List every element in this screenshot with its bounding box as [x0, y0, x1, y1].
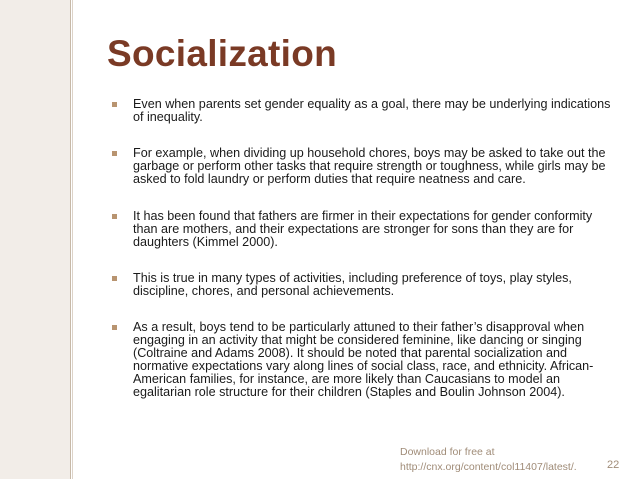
footer-line-1: Download for free at [400, 446, 495, 458]
square-bullet-icon [112, 325, 117, 330]
bullet-text: This is true in many types of activities, including preference of toys, play styles, discipline, chores, and personal achievements. [133, 271, 572, 298]
bullet-item [112, 321, 617, 399]
slide-title: Socialization [107, 33, 338, 74]
footer-download-link[interactable] [400, 445, 577, 475]
square-bullet-icon [112, 276, 117, 281]
bullet-item [112, 210, 617, 249]
slide-number: 22 [607, 459, 620, 471]
bullet-item [112, 98, 617, 124]
bullet-text: Even when parents set gender equality as a goal, there may be underlying indications of inequality. [133, 97, 611, 124]
bullet-item [112, 272, 617, 298]
decorative-rule [70, 0, 71, 479]
decorative-rule-inner [72, 0, 73, 479]
square-bullet-icon [112, 214, 117, 219]
square-bullet-icon [112, 102, 117, 107]
bullet-list [112, 98, 617, 399]
bullet-text: For example, when dividing up household chores, boys may be asked to take out the garbage or perform other tasks that require strength or toughness, while girls may be asked to fold laundry or perform duties that require neatness and care. [133, 146, 606, 186]
bullet-item [112, 147, 617, 186]
decorative-left-bar [0, 0, 70, 479]
footer-line-2: http://cnx.org/content/col11407/latest/. [400, 461, 577, 473]
bullet-text: As a result, boys tend to be particularly attuned to their father’s disapproval when engaging in an activity that might be considered feminine, like dancing or singing (Coltraine and Adams 2008). It should be noted that parental socialization and normative expectations vary along lines of social class, race, and ethnicity. African-American families, for instance, are more likely than Caucasians to model an egalitarian role structure for their children (Staples and Boulin Johnson 2004). [133, 320, 594, 399]
square-bullet-icon [112, 151, 117, 156]
bullet-text: It has been found that fathers are firmer in their expectations for gender conformity than are mothers, and their expectations are stronger for sons than they are for daughters (Kimmel 2000). [133, 209, 593, 249]
